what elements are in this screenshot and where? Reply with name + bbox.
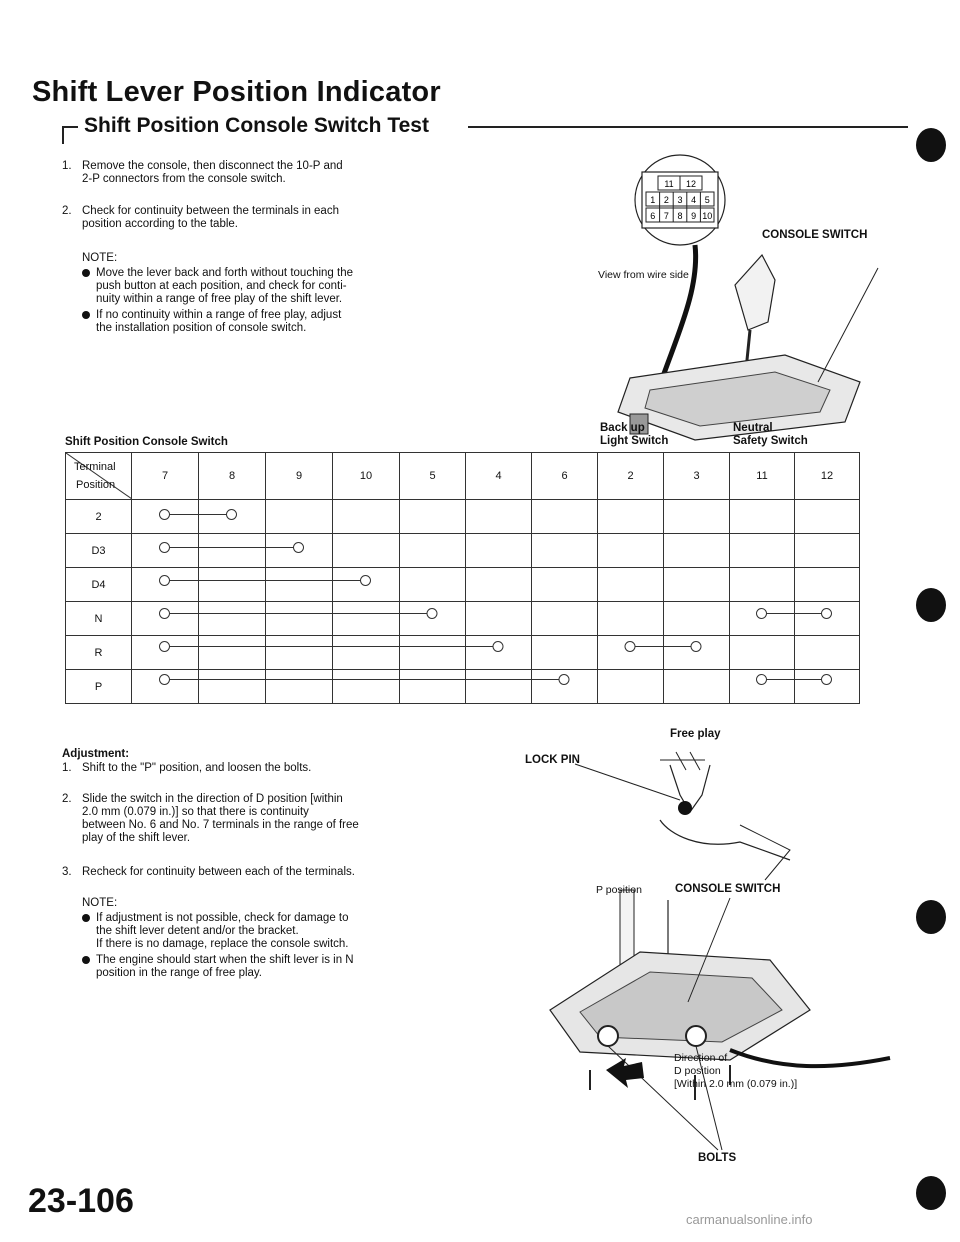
binder-mark-4 (916, 1176, 946, 1210)
terminal-header: 4 (466, 453, 532, 500)
page-title: Shift Lever Position Indicator (32, 76, 441, 108)
step-2: 2. Check for continuity between the terminals in each position according to the table. (62, 205, 339, 230)
adjust-step-1: 1. Shift to the "P" position, and loosen the bolts. (62, 762, 312, 774)
step-1: 1. Remove the console, then disconnect the 10-P and 2-P connectors from the console switch. (62, 160, 343, 185)
pin-6: 6 (650, 211, 656, 221)
page-number: 23-106 (28, 1182, 134, 1220)
neutral-safety-label: Neutral Safety Switch (733, 422, 808, 447)
shift-knob (735, 255, 775, 330)
position-label: N (66, 602, 132, 636)
pin-3: 3 (677, 195, 683, 205)
terminal-header: 7 (132, 453, 199, 500)
position-label: D4 (66, 568, 132, 602)
console-switch-label-lower: CONSOLE SWITCH (675, 883, 781, 895)
terminal-header: 11 (730, 453, 795, 500)
pin-10: 10 (702, 211, 713, 221)
bolt-right (686, 1026, 706, 1046)
table-caption: Shift Position Console Switch (65, 436, 228, 448)
pin-8: 8 (677, 211, 683, 221)
terminal-header: 10 (333, 453, 400, 500)
pin-12: 12 (685, 179, 697, 189)
lock-pin-label: LOCK PIN (525, 754, 580, 766)
adjust-step-3: 3. Recheck for continuity between each of the terminals. (62, 866, 355, 878)
adjust-note-bullet-1: If adjustment is not possible, check for damage to the shift lever detent and/or the bracket. If there is no damage, replace the console switch. (82, 912, 462, 952)
adjust-note-heading: NOTE: (82, 897, 118, 909)
wire-harness (660, 245, 696, 385)
table-row (66, 602, 860, 636)
terminal-header: 2 (598, 453, 664, 500)
pin-2: 2 (663, 195, 669, 205)
view-label: View from wire side (598, 269, 689, 281)
position-label: D3 (66, 534, 132, 568)
position-label: 2 (66, 500, 132, 534)
adjustment-figure (490, 740, 900, 1170)
note-bullet-2: If no continuity within a range of free play, adjust the installation position of console switch. (82, 309, 462, 337)
lock-pin (678, 801, 692, 815)
pin-4: 4 (691, 195, 697, 205)
free-play-label: Free play (670, 728, 721, 740)
pin-1: 1 (650, 195, 656, 205)
binder-mark-2 (916, 588, 946, 622)
p-position-label: P position (596, 884, 642, 896)
pin-9: 9 (691, 211, 697, 221)
binder-mark-1 (916, 128, 946, 162)
pin-11: 11 (664, 179, 674, 189)
subtitle-rule-right (468, 126, 908, 128)
pin-7: 7 (663, 211, 669, 221)
section-subtitle: Shift Position Console Switch Test (84, 114, 429, 137)
adjust-note-bullet-2: The engine should start when the shift lever is in N position in the range of free play. (82, 954, 462, 982)
binder-mark-3 (916, 900, 946, 934)
table-row (66, 568, 860, 602)
subtitle-rule-left (62, 126, 78, 128)
pin-5: 5 (704, 195, 710, 205)
terminal-header: 12 (795, 453, 860, 500)
bolt-left (598, 1026, 618, 1046)
terminal-header: 9 (266, 453, 333, 500)
adjust-step-2: 2. Slide the switch in the direction of D position [within 2.0 mm (0.079 in.)] so that there is continuity between No. 6 and No. 7 terminals in the range of free play of the shift lever. (62, 793, 359, 844)
position-label: P (66, 670, 132, 704)
detent-plate-edge (740, 825, 790, 880)
table-row (66, 534, 860, 568)
terminal-header: 3 (664, 453, 730, 500)
adjustment-heading: Adjustment: (62, 748, 130, 760)
terminal-header: 5 (400, 453, 466, 500)
section-bracket (62, 126, 64, 144)
table-row (66, 670, 860, 704)
console-switch-leader (818, 268, 878, 382)
console-switch-figure (500, 150, 880, 445)
continuity-table (65, 452, 860, 704)
note-heading: NOTE: (82, 252, 118, 264)
bolts-label: BOLTS (698, 1152, 737, 1164)
terminal-header: 8 (199, 453, 266, 500)
console-switch-label-top: CONSOLE SWITCH (762, 229, 868, 241)
direction-label: Direction of D position [Within 2.0 mm (0.079 in.)] (674, 1052, 798, 1090)
terminal-position-header: Terminal Position (66, 453, 132, 500)
footer-watermark: carmanualsonline.info (686, 1212, 813, 1227)
terminal-header: 6 (532, 453, 598, 500)
position-label: R (66, 636, 132, 670)
table-row (66, 500, 860, 534)
note-bullet-1: Move the lever back and forth without touching the push button at each position, and check for conti- nuity within a range of free play of the shift lever. (82, 267, 462, 307)
table-row (66, 636, 860, 670)
lock-pin-leader (575, 764, 680, 800)
backup-light-label: Back up Light Switch (600, 422, 669, 447)
